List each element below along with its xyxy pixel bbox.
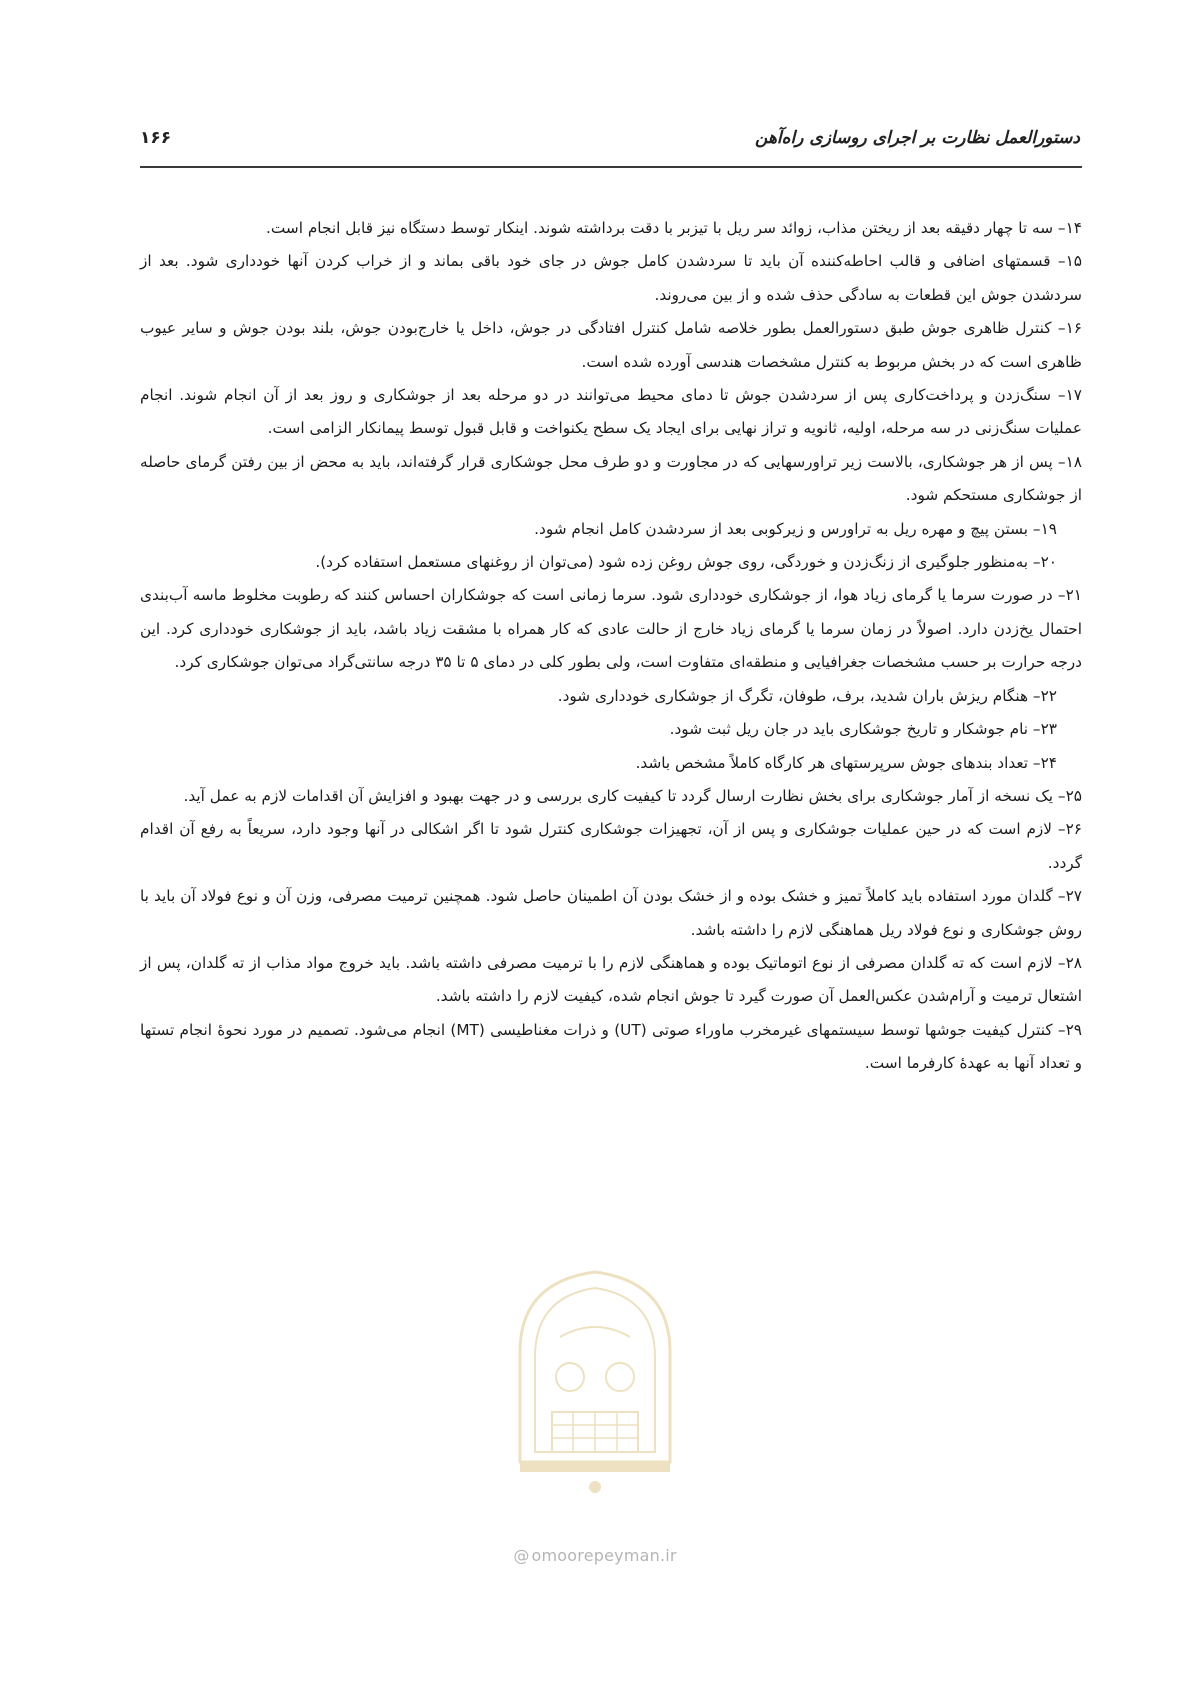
list-item-24: ۲۴– تعداد بندهای جوش سرپرستهای هر کارگاه کاملاً مشخص باشد. <box>635 753 1057 772</box>
list-item-19: ۱۹– بستن پیچ و مهره ریل به تراورس و زیرکوبی بعد از سردشدن کامل انجام شود. <box>534 519 1057 538</box>
list-item-16: ۱۶– کنترل ظاهری جوش طبق دستورالعمل بطور خلاصه شامل کنترل افتادگی در جوش، داخل یا خارج‌بودن جوش، بلند بودن جوش و سایر عیوب ظاهری است که در بخش مربوط به کنترل مشخصات هندسی آورده شده است. <box>140 319 1082 371</box>
body-text <box>140 212 1082 1081</box>
list-item-28: ۲۸– لازم است که ته گلدان مصرفی از نوع اتوماتیک بوده و هماهنگی لازم را با ترمیت مصرفی داشته باشد. باید خروج مواد مذاب از ته گلدان، پس از اشتعال ترمیت و آرام‌شدن عکس‌العمل آن صورت گیرد تا جوش انجام شده، کیفیت لازم را داشته باشد. <box>140 953 1082 1006</box>
list-item-15: ۱۵– قسمتهای اضافی و قالب احاطه‌کننده آن باید تا سردشدن کامل جوش در جای خود باقی بماند و از خراب کردن آنها خودداری شود. بعد از سردشدن جوش این قطعات به سادگی حذف شده و از بین می‌روند. <box>140 252 1082 304</box>
list-item-17: ۱۷– سنگ‌زدن و پرداخت‌کاری پس از سردشدن جوش تا دمای محیط می‌توانند در دو مرحله بعد از جوشکاری و روز بعد از آن انجام شوند. انجام عملیات سنگ‌زنی در سه مرحله، اولیه، ثانویه و تراز نهایی برای ایجاد یک سطح یکنواخت و قابل قبول توسط پیمانکار الزامی است. <box>140 386 1082 438</box>
list-item-21: ۲۱– در صورت سرما یا گرمای زیاد هوا، از جوشکاری خودداری شود. سرما زمانی است که جوشکاران احساس کنند که رطوبت مخلوط ماسه آب‌بندی احتمال یخ‌زدن دارد. اصولاً در زمان سرما یا گرمای زیاد خارج از حالت عادی که کار همراه با مشقت زیاد باشد، باید از جوشکاری خودداری کرد. این درجه حرارت بر حسب مشخصات جغرافیایی و منطقه‌ای متفاوت است، ولی بطور کلی در دمای ۵ تا ۳۵ درجه سانتی‌گراد می‌توان جوشکاری کرد. <box>140 586 1082 672</box>
list-item-29: ۲۹– کنترل کیفیت جوشها توسط سیستمهای غیرمخرب ماوراء صوتی (UT) و ذرات مغناطیسی (MT) انجام می‌شود. تصمیم در مورد نحوهٔ انجام تستها و تعداد آنها به عهدهٔ کارفرما است. <box>140 1020 1083 1073</box>
page-number: ۱۶۶ <box>140 128 172 148</box>
watermark-url: omoorepeyman.ir <box>531 1546 677 1565</box>
list-item-26: ۲۶– لازم است که در حین عملیات جوشکاری و پس از آن، تجهیزات جوشکاری کنترل شود تا اگر اشکالی در آنها وجود دارد، سریعاً به رفع آن اقدام گردد. <box>140 820 1082 872</box>
list-item-25: ۲۵– یک نسخه از آمار جوشکاری برای بخش نظارت ارسال گردد تا کیفیت کاری بررسی و در جهت بهبود و افزایش آن اقدامات لازم به عمل آید. <box>183 786 1082 805</box>
running-title: دستورالعمل نظارت بر اجرای روسازی راه‌آهن <box>755 128 1080 148</box>
watermark-seal-icon <box>500 1262 690 1502</box>
page-header <box>140 128 1080 162</box>
watermark-site <box>0 1546 1190 1565</box>
header-rule <box>140 166 1082 168</box>
at-icon: @ <box>513 1546 530 1565</box>
list-item-23: ۲۳– نام جوشکار و تاریخ جوشکاری باید در جان ریل ثبت شود. <box>669 720 1057 739</box>
list-item-14: ۱۴– سه تا چهار دقیقه بعد از ریختن مذاب، زوائد سر ریل با تیزبر با دقت برداشته شوند. اینکار توسط دستگاه نیز قابل انجام است. <box>266 219 1082 237</box>
list-item-18: ۱۸– پس از هر جوشکاری، بالاست زیر تراورسهایی که در مجاورت و دو طرف محل جوشکاری قرار گرفته‌اند، باید به محض از بین رفتن گرمای حاصله از جوشکاری مستحکم شود. <box>140 452 1082 505</box>
list-item-20: ۲۰– به‌منظور جلوگیری از زنگ‌زدن و خوردگی، روی جوش روغن زده شود (می‌توان از روغنهای مستعمل استفاده کرد). <box>315 553 1057 572</box>
list-item-27: ۲۷– گلدان مورد استفاده باید کاملاً تمیز و خشک بوده و از خشک بودن آن اطمینان حاصل شود. همچنین ترمیت مصرفی، وزن آن و نوع فولاد آن باید با روش جوشکاری و نوع فولاد ریل هماهنگی لازم را داشته باشد. <box>140 887 1082 939</box>
list-item-22: ۲۲– هنگام ریزش باران شدید، برف، طوفان، تگرگ از جوشکاری خودداری شود. <box>557 686 1057 705</box>
